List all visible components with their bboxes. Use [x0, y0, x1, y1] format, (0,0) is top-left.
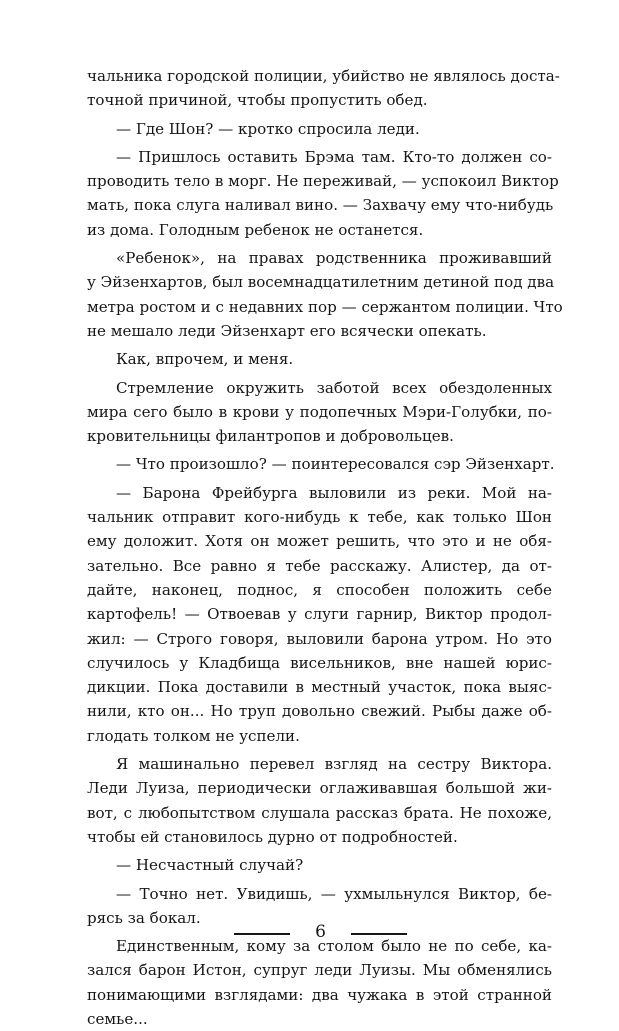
paragraph — [87, 376, 552, 449]
text-line: семье... — [87, 1009, 148, 1028]
text-line: мать, пока слуга наливал вино. — Захвачу ему что-нибудь — [87, 196, 554, 215]
text-line: точной причиной, чтобы пропустить обед. — [87, 91, 428, 110]
text-line: Я машинально перевел взгляд на сестру Виктора. — [116, 755, 552, 774]
text-line: чальника городской полиции, убийство не являлось доста- — [87, 67, 560, 85]
paragraph — [87, 117, 552, 141]
text-line: рясь за бокал. — [87, 908, 201, 927]
text-line: Как, впрочем, и меня. — [116, 350, 294, 369]
page-number: 6 — [315, 922, 326, 942]
text-line: Единственным, кому за столом было не по себе, ка- — [116, 937, 552, 956]
text-line: — Точно нет. Увидишь, — ухмыльнулся Виктор, бе- — [116, 884, 552, 903]
footer-rule-left — [234, 933, 290, 935]
text-line: ему доложит. Хотя он может решить, что это и не обя- — [87, 532, 552, 551]
text-line: зательно. Все равно я тебе расскажу. Алистер, да от- — [87, 556, 552, 575]
paragraph — [87, 145, 559, 242]
paragraph — [87, 347, 552, 371]
text-line: картофель! — Отвоевав у слуги гарнир, Виктор продол- — [87, 605, 552, 624]
paragraph — [87, 452, 555, 476]
text-line: чтобы ей становилось дурно от подробностей. — [87, 827, 458, 846]
page-footer — [0, 912, 619, 942]
text-line: — Что произошло? — поинтересовался сэр Эйзенхарт. — [116, 455, 555, 474]
text-line: — Где Шон? — кротко спросила леди. — [116, 119, 420, 138]
text-line: не мешало леди Эйзенхарт его всячески опекать. — [87, 321, 487, 340]
text-line: дикции. Пока доставили в местный участок, пока выяс- — [87, 678, 552, 697]
footer-rule-right — [351, 933, 407, 935]
text-line: Стремление окружить заботой всех обездоленных — [116, 378, 552, 397]
page-body-text — [87, 64, 563, 1031]
text-line: «Ребенок», на правах родственника проживавший — [116, 249, 552, 268]
text-line: мира сего было в крови у подопечных Мэри-Голубки, по- — [87, 402, 552, 421]
text-line: Леди Луиза, периодически оглаживавшая большой жи- — [87, 779, 552, 798]
paragraph — [87, 752, 552, 849]
text-line: — Пришлось оставить Брэма там. Кто-то должен со- — [116, 147, 552, 166]
text-line: у Эйзенхартов, был восемнадцатилетним детиной под два — [87, 273, 555, 292]
text-line: метра ростом и с недавних пор — сержантом полиции. Что — [87, 297, 563, 316]
text-line: понимающими взглядами: два чужака в этой странной — [87, 985, 552, 1004]
text-line: глодать толком не успели. — [87, 726, 300, 745]
text-line: вот, с любопытством слушала рассказ брата. Не похоже, — [87, 803, 552, 822]
text-line: проводить тело в морг. Не переживай, — успокоил Виктор — [87, 172, 559, 191]
text-line: из дома. Голодным ребенок не останется. — [87, 220, 424, 239]
text-line: зался барон Истон, супруг леди Луизы. Мы обменялись — [87, 961, 552, 980]
text-line: — Несчастный случай? — [116, 856, 304, 875]
text-line: кровительницы филантропов и добровольцев. — [87, 427, 454, 446]
text-line: чальник отправит кого-нибудь к тебе, как только Шон — [87, 508, 552, 527]
text-line: — Барона Фрейбурга выловили из реки. Мой на- — [116, 483, 552, 502]
paragraph — [87, 246, 563, 343]
paragraph — [87, 64, 560, 113]
paragraph — [87, 934, 552, 1031]
text-line: нили, кто он... Но труп довольно свежий. Рыбы даже об- — [87, 702, 552, 721]
text-line: дайте, наконец, поднос, я способен положить себе — [87, 580, 552, 599]
text-line: жил: — Строго говоря, выловили барона утром. Но это — [87, 629, 552, 648]
paragraph — [87, 481, 552, 748]
text-line: случилось у Кладбища висельников, вне нашей юрис- — [87, 653, 552, 672]
paragraph — [87, 853, 552, 877]
